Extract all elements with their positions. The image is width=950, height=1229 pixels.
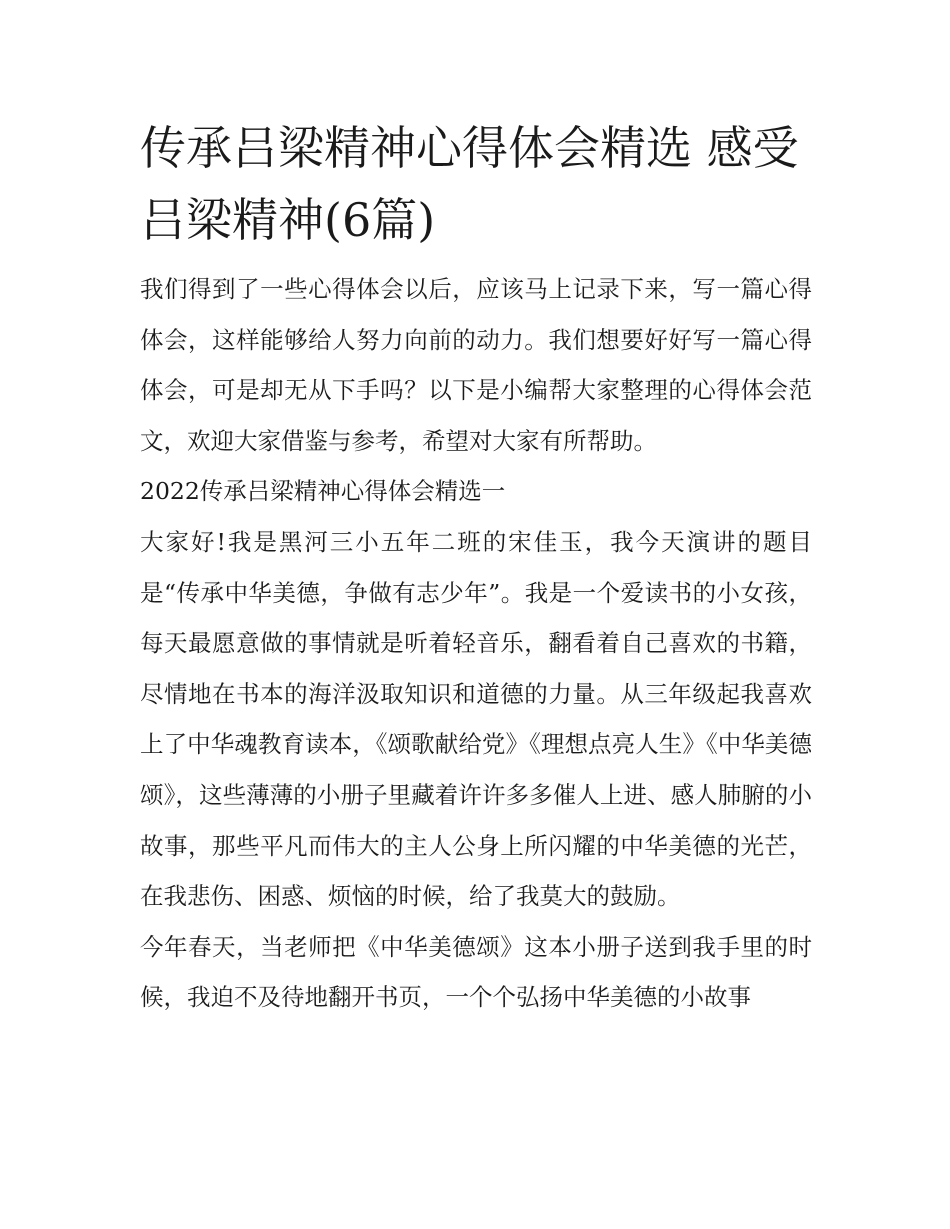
body-paragraph-2: 今年春天，当老师把《中华美德颂》这本小册子送到我手里的时候，我迫不及待地翻开书页，一个个弘扬中华美德的小故事	[140, 932, 812, 1012]
intro-paragraph: 我们得到了一些心得体会以后，应该马上记录下来，写一篇心得体会，这样能够给人努力向前的动力。我们想要好好写一篇心得体会，可是却无从下手吗？以下是小编帮大家整理的心得体会范文，欢迎大家借鉴与参考，希望对大家有所帮助。	[140, 275, 812, 455]
body-paragraph-1: 大家好!我是黑河三小五年二班的宋佳玉，我今天演讲的题目是“传承中华美德，争做有志少年”。我是一个爱读书的小女孩，每天最愿意做的事情就是听着轻音乐，翻看着自己喜欢的书籍，尽情地在书本的海洋汲取知识和道德的力量。从三年级起我喜欢上了中华魂教育读本，《颂歌献给党》《理想点亮人生》《中华美德颂》，这些薄薄的小册子里藏着许许多多催人上进、感人肺腑的小故事，那些平凡而伟大的主人公身上所闪耀的中华美德的光芒，在我悲伤、困惑、烦恼的时候，给了我莫大的鼓励。	[140, 527, 812, 911]
document-page	[140, 112, 812, 1023]
section-heading: 2022传承吕梁精神心得体会精选一	[140, 477, 506, 506]
document-title: 传承吕梁精神心得体会精选 感受吕梁精神(6篇)	[140, 121, 799, 247]
